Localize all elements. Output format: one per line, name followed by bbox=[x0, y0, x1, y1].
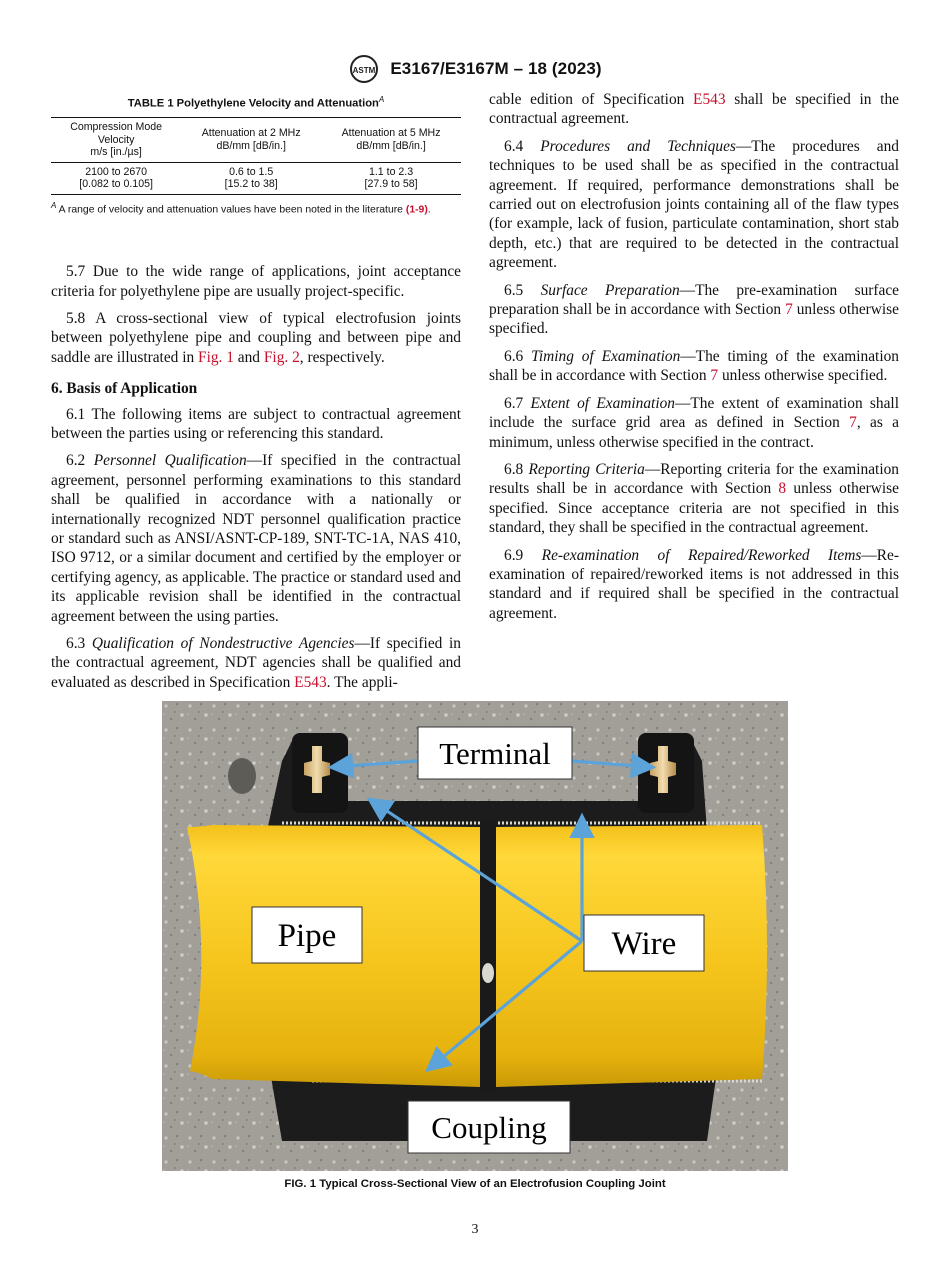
col-header-att-2mhz: Attenuation at 2 MHz dB/mm [dB/in.] bbox=[181, 118, 321, 163]
paragraph-6-7: 6.7 Extent of Examination—The extent of examination shall include the surface grid area as defined in Section 7, as a minimum, unless otherwise specified in the contract. bbox=[489, 394, 899, 451]
table-row bbox=[51, 162, 461, 194]
right-column bbox=[489, 90, 899, 631]
col-header-att-5mhz: Attenuation at 5 MHz dB/mm [dB/in.] bbox=[321, 118, 461, 163]
cell-velocity: 2100 to 2670 [0.082 to 0.105] bbox=[79, 165, 153, 191]
joint-gap bbox=[480, 821, 496, 1091]
standard-designation: E3167/E3167M – 18 (2023) bbox=[390, 59, 602, 78]
left-column bbox=[51, 90, 461, 700]
wire-label: Wire bbox=[611, 926, 677, 962]
table-footnote: $^A$ A range of velocity and attenuation values have been noted in the literature (1-9). bbox=[51, 200, 431, 216]
fig-2-link[interactable]: Fig. 2 bbox=[263, 348, 300, 366]
coupling-label: Coupling bbox=[431, 1110, 547, 1145]
paragraph-6-3: 6.3 Qualification of Nondestructive Agencies—If specified in the contractual agreement, NDT agencies shall be qualified and evaluated as described in Specification E543. The appli- bbox=[51, 635, 461, 691]
paragraph-6-5: 6.5 Surface Preparation—The pre-examination surface preparation shall be in accordance with Section 7 unless otherwise specified. bbox=[489, 281, 900, 338]
page-number: 3 bbox=[471, 1222, 479, 1237]
paragraph-6-4: 6.4 Procedures and Techniques—The procedures and techniques to be used shall be as specified in the contractual agreement. If required, performance demonstrations shall be carried out on electrofusion joints containing all of the flaw types (for example, lack of fusion, particulate contamination, short stab depth, etc.) that are required to be detected in the contractual agreement. bbox=[489, 137, 899, 272]
paragraph-6-1: 6.1 The following items are subject to contractual agreement between the parties using or referencing this standard. bbox=[51, 405, 461, 442]
astm-logo-icon bbox=[348, 54, 380, 84]
figure-caption: FIG. 1 Typical Cross-Sectional View of an Electrofusion Coupling Joint bbox=[284, 1178, 666, 1190]
paragraph-6-9: 6.9 Re-examination of Repaired/Reworked Items—Re-examination of repaired/reworked items is not addressed in this standard and if required shall be specified in the contractual agreement. bbox=[489, 546, 899, 622]
section-7-link[interactable]: 7 bbox=[710, 367, 719, 385]
paragraph-6-3-continued: cable edition of Specification E543 shall be specified in the contractual agreement. bbox=[489, 91, 899, 128]
table-1 bbox=[51, 90, 461, 216]
section-heading-6: 6. Basis of Application bbox=[51, 380, 198, 398]
paragraph-6-6: 6.6 Timing of Examination—The timing of the examination shall be in accordance with Section 7 unless otherwise specified. bbox=[489, 347, 899, 385]
section-7-link[interactable]: 7 bbox=[849, 414, 857, 432]
paragraph-5-8: 5.8 A cross-sectional view of typical electrofusion joints between polyethylene pipe and coupling and between pipe and saddle are illustrated in Fig. 1 and Fig. 2, respectively. bbox=[51, 309, 461, 366]
joint-bolt bbox=[482, 963, 494, 983]
table-title: TABLE 1 Polyethylene Velocity and Attenuation$^A$ bbox=[127, 95, 385, 110]
data-table bbox=[51, 117, 461, 195]
e543-link[interactable]: E543 bbox=[693, 91, 726, 108]
section-8-link[interactable]: 8 bbox=[778, 480, 787, 498]
reference-link[interactable]: (1-9) bbox=[405, 204, 428, 216]
concrete-pit bbox=[228, 758, 256, 794]
col-header-velocity: Compression Mode Velocity m/s [in./µs] bbox=[51, 118, 181, 163]
cell-att-2mhz: 0.6 to 1.5 [15.2 to 38] bbox=[224, 165, 278, 191]
page-header bbox=[0, 54, 950, 84]
paragraph-5-7: 5.7 Due to the wide range of applications, joint acceptance criteria for polyethylene pipe are usually project-specific. bbox=[51, 263, 461, 300]
fig-1-link[interactable]: Fig. 1 bbox=[198, 348, 234, 366]
paragraph-6-8: 6.8 Reporting Criteria—Reporting criteria for the examination results shall be in accordance with Section 8 unless otherwise specified. Since acceptance criteria are not specified in this standard, they shall be specified in the contractual agreement. bbox=[489, 460, 899, 537]
cell-att-5mhz: 1.1 to 2.3 [27.9 to 58] bbox=[364, 165, 418, 191]
figure-1-photo bbox=[162, 701, 788, 1171]
pipe-label: Pipe bbox=[277, 918, 337, 954]
section-7-link[interactable]: 7 bbox=[785, 301, 793, 319]
paragraph-6-2: 6.2 Personnel Qualification—If specified in the contractual agreement, personnel performing examinations to this standard shall be qualified in accordance with a nationally or internationally recognized NDT personnel qualification practice or standard such as ANSI/ASNT-CP-189, SNT-TC-1A, NAS 410, ISO 9712, or a similar document and certified by the employer or certifying agency, as applicable. The practice or standard used and its applicable revision shall be identified in the contractual agreement between the using parties. bbox=[51, 452, 461, 625]
astm-logo-text: ASTM bbox=[353, 66, 376, 75]
e543-link[interactable]: E543 bbox=[294, 673, 327, 691]
terminal-label: Terminal bbox=[439, 736, 551, 771]
